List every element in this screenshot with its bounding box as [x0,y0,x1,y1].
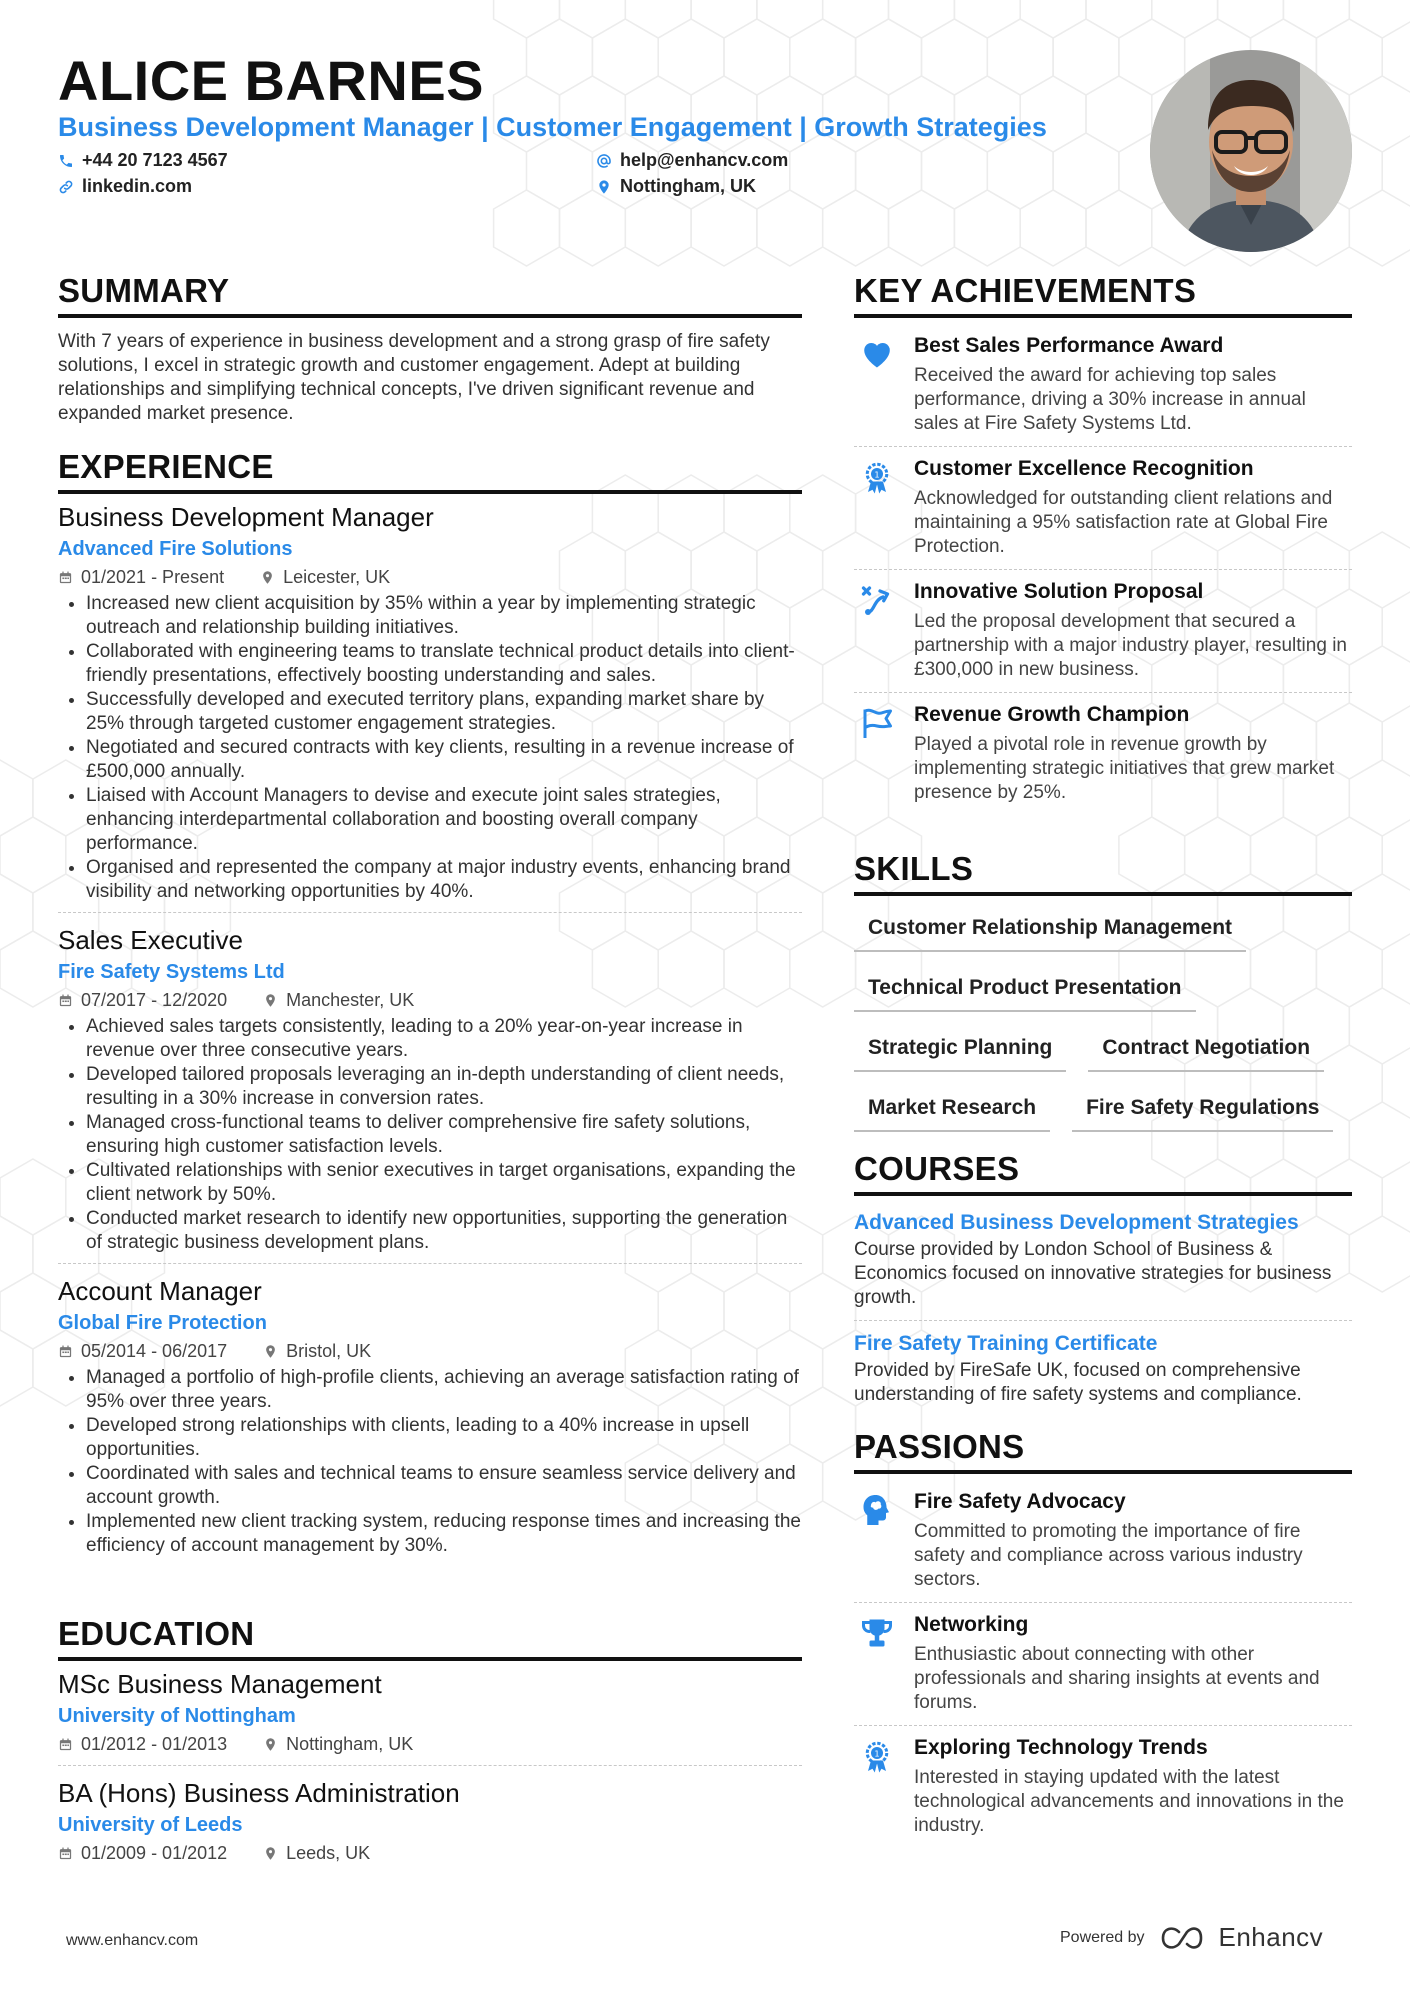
job-bullet: • Cultivated relationships with senior executives in target organisations, expanding the client network by 50%. [86,1159,802,1207]
skills-heading: SKILLS [854,850,1352,896]
job-dates: 05/2014 - 06/2017 [81,1341,228,1361]
summary-heading: SUMMARY [58,272,802,318]
courses-section [854,1150,1352,1417]
education-entry [58,1667,802,1765]
candidate-name: ALICE BARNES [58,49,485,112]
company-name: Advanced Fire Solutions [58,538,293,560]
job-location: Bristol, UK [286,1341,372,1361]
job-bullet: • Developed tailored proposals leveraging an in-depth understanding of client needs, resulting in a 30% increase in conversion rates. [86,1063,802,1111]
skill-tag: Fire Safety Regulations [1072,1086,1333,1132]
location-pin-icon [263,993,278,1008]
headline: Business Development Manager | Customer Engagement | Growth Strategies [58,112,1047,142]
school-name: University of Leeds [58,1814,243,1836]
flag-icon [859,705,895,741]
job-dates: 07/2017 - 12/2020 [81,990,228,1010]
skills-section [854,850,1352,1132]
job-bullet: • Implemented new client tracking system, reducing response times and increasing the efficiency of account management by 30%. [86,1510,802,1558]
company-name: Fire Safety Systems Ltd [58,961,285,983]
job-title: Business Development Manager [58,502,434,532]
passion-item-title: Fire Safety Advocacy [914,1490,1126,1513]
achievement-item-icon-wrap [854,455,900,559]
passions-list [854,1480,1352,1848]
job-bullets [58,592,802,904]
achievements-section [854,272,1352,815]
passion-item [854,1602,1352,1725]
education-dates: 01/2009 - 01/2012 [81,1843,228,1863]
svg-text:1: 1 [874,1748,880,1759]
course-text: Course provided by London School of Business & Economics focused on innovative strategies for business growth. [854,1239,1332,1308]
trophy-icon [859,1615,895,1651]
achievements-list [854,324,1352,815]
experience-section [58,448,802,1566]
education-heading: EDUCATION [58,1615,802,1661]
experience-list [58,500,802,1566]
job-meta [58,564,802,590]
location-pin-icon [263,1846,278,1861]
email-text: help@enhancv.com [620,150,789,170]
achievement-item-text: Played a pivotal role in revenue growth by implementing strategic initiatives that grew market presence by 25%. [914,734,1335,803]
education-location: Nottingham, UK [286,1734,414,1754]
job-bullet: • Successfully developed and executed territory plans, expanding market share by 25% through targeted customer engagement strategies. [86,688,802,736]
location-pin-icon [263,1737,278,1752]
job-title: Sales Executive [58,925,243,955]
footer-website-link[interactable]: www.enhancv.com [66,1932,199,1949]
phone-icon [58,153,74,169]
course-title: Advanced Business Development Strategies [854,1211,1299,1234]
enhancv-logo-icon [1159,1926,1205,1950]
summary-section [58,272,802,426]
skills-list [854,906,1384,1132]
passions-section [854,1428,1352,1848]
skill-tag: Contract Negotiation [1088,1026,1324,1072]
courses-list [854,1204,1352,1417]
email-contact[interactable] [596,150,788,171]
course-title: Fire Safety Training Certificate [854,1332,1158,1355]
calendar-icon [58,1344,73,1359]
achievement-item-icon-wrap [854,701,900,805]
passion-item-title: Exploring Technology Trends [914,1736,1208,1759]
job-bullet: • Increased new client acquisition by 35% within a year by implementing strategic outreach and relationship building initiatives. [86,592,802,640]
at-icon [596,153,612,169]
course-item [854,1204,1352,1320]
passion-item [854,1480,1352,1602]
phone-contact[interactable] [58,150,228,171]
achievement-item [854,446,1352,569]
achievement-item [854,692,1352,815]
achievement-item-icon-wrap [854,332,900,436]
achievement-item-text: Received the award for achieving top sales performance, driving a 30% increase in annual sales at Fire Safety Systems Ltd. [914,365,1306,434]
job-bullet: • Coordinated with sales and technical teams to ensure seamless service delivery and account growth. [86,1462,802,1510]
education-list [58,1667,802,1874]
education-meta [58,1840,802,1866]
job-bullet: • Managed cross-functional teams to deliver comprehensive fire safety solutions, ensuring high customer satisfaction levels. [86,1111,802,1159]
passions-heading: PASSIONS [854,1428,1352,1474]
achievement-item-text: Acknowledged for outstanding client relations and maintaining a 95% satisfaction rate at Global Fire Protection. [914,488,1333,557]
education-section [58,1615,802,1874]
job-location: Manchester, UK [286,990,415,1010]
passion-item-icon-wrap [854,1734,900,1838]
education-entry [58,1765,802,1874]
skill-tag: Market Research [854,1086,1050,1132]
linkedin-contact[interactable] [58,176,192,197]
calendar-icon [58,1846,73,1861]
calendar-icon [58,1737,73,1752]
degree-title: MSc Business Management [58,1669,382,1699]
enhancv-brand: Enhancv [1218,1922,1324,1952]
location-pin-icon [263,1344,278,1359]
education-dates: 01/2012 - 01/2013 [81,1734,228,1754]
medal-icon [859,1738,895,1774]
job-bullets [58,1366,802,1558]
job-bullets [58,1015,802,1255]
achievement-item-icon-wrap [854,578,900,682]
link-icon [58,179,74,195]
summary-text: With 7 years of experience in business development and a strong grasp of fire safety solutions, I excel in strategic growth and customer engagement. Adept at building relationships and simplifying technical concepts, I've driven significant revenue and expanded market presence. [58,331,770,424]
job-dates: 01/2021 - Present [81,567,225,587]
job-bullet: • Organised and represented the company at major industry events, enhancing brand visibility and networking opportunities by 40%. [86,856,802,904]
job-entry [58,912,802,1263]
achievement-item-title: Revenue Growth Champion [914,703,1190,726]
job-bullet: • Negotiated and secured contracts with key clients, resulting in a revenue increase of £500,000 annually. [86,736,802,784]
linkedin-text: linkedin.com [82,176,193,196]
achievement-item-title: Customer Excellence Recognition [914,457,1254,480]
course-item [854,1320,1352,1417]
location-contact [596,176,756,197]
strategy-icon [859,582,895,618]
achievements-heading: KEY ACHIEVEMENTS [854,272,1352,318]
job-bullet: • Conducted market research to identify new opportunities, supporting the generation of strategic business development plans. [86,1207,802,1255]
passion-item [854,1725,1352,1848]
degree-title: BA (Hons) Business Administration [58,1778,460,1808]
skill-tag: Strategic Planning [854,1026,1066,1072]
powered-by-label: Powered by [1060,1928,1145,1946]
footer-branding [1060,1922,1323,1953]
achievement-item-title: Best Sales Performance Award [914,334,1224,357]
school-name: University of Nottingham [58,1705,296,1727]
passion-item-text: Interested in staying updated with the latest technological advancements and innovations in the industry. [914,1767,1344,1836]
head-icon [859,1492,895,1528]
courses-heading: COURSES [854,1150,1352,1196]
job-bullet: • Achieved sales targets consistently, leading to a 20% year-on-year increase in revenue over three consecutive years. [86,1015,802,1063]
skill-tag: Technical Product Presentation [854,966,1196,1012]
job-bullet: • Collaborated with engineering teams to translate technical product details into client-friendly presentations, effectively boosting understanding and sales. [86,640,802,688]
job-entry [58,1263,802,1566]
job-bullet: • Developed strong relationships with clients, leading to a 40% increase in upsell opportunities. [86,1414,802,1462]
calendar-icon [58,993,73,1008]
passion-item-text: Enthusiastic about connecting with other professionals and sharing insights at events and forums. [914,1644,1320,1713]
company-name: Global Fire Protection [58,1312,267,1334]
job-location: Leicester, UK [283,567,391,587]
location-pin-icon [260,570,275,585]
profile-photo [1150,50,1352,252]
job-meta [58,1338,802,1364]
skill-tag: Customer Relationship Management [854,906,1246,952]
location-text: Nottingham, UK [620,176,756,196]
passion-item-text: Committed to promoting the importance of fire safety and compliance across various industry sectors. [914,1521,1303,1590]
job-title: Account Manager [58,1276,262,1306]
achievement-item-title: Innovative Solution Proposal [914,580,1204,603]
education-meta [58,1731,802,1757]
svg-text:1: 1 [874,469,880,480]
calendar-icon [58,570,73,585]
achievement-item [854,569,1352,692]
achievement-item-text: Led the proposal development that secured a partnership with a major industry player, resulting in £300,000 in new business. [914,611,1347,680]
location-pin-icon [596,179,612,195]
job-bullet: • Liaised with Account Managers to devise and execute joint sales strategies, enhancing interdepartmental collaboration and boosting overall company performance. [86,784,802,856]
achievement-item [854,324,1352,446]
passion-item-icon-wrap [854,1611,900,1715]
phone-text: +44 20 7123 4567 [82,150,228,170]
passion-item-icon-wrap [854,1488,900,1592]
medal-icon [859,459,895,495]
experience-heading: EXPERIENCE [58,448,802,494]
passion-item-title: Networking [914,1613,1029,1636]
job-meta [58,987,802,1013]
heart-icon [859,336,895,372]
job-bullet: • Managed a portfolio of high-profile clients, achieving an average satisfaction rating of 95% over three years. [86,1366,802,1414]
course-text: Provided by FireSafe UK, focused on comprehensive understanding of fire safety systems and compliance. [854,1360,1302,1405]
education-location: Leeds, UK [286,1843,371,1863]
job-entry [58,500,802,912]
